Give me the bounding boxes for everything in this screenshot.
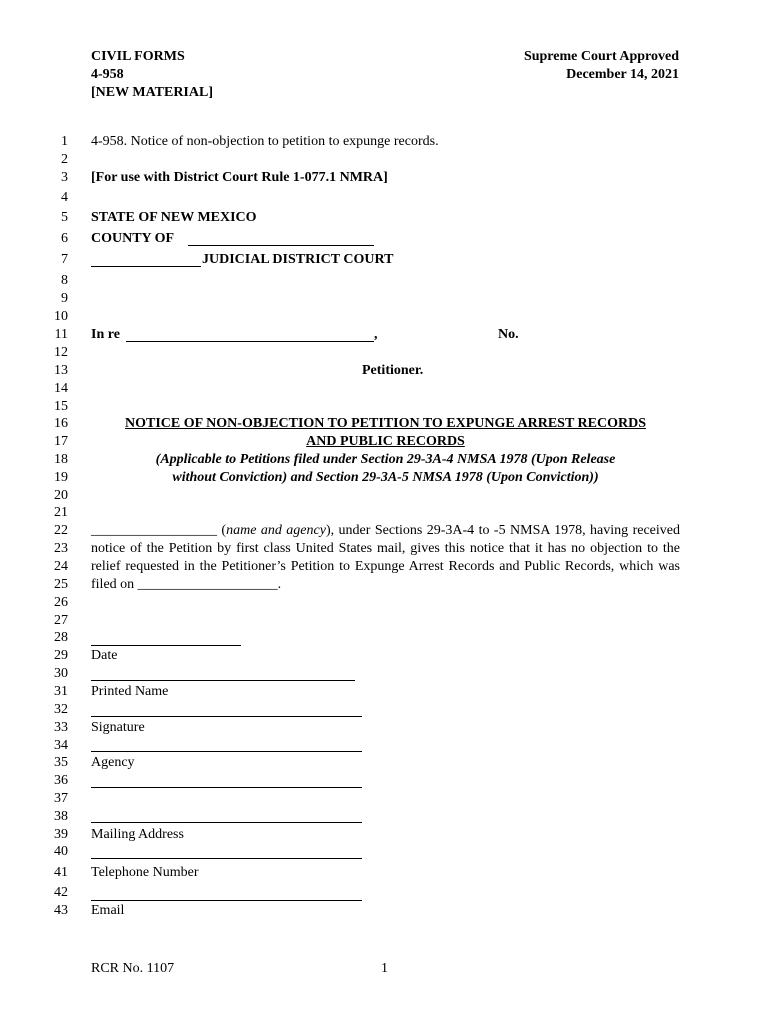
line-number: 2 xyxy=(61,152,68,167)
body-text: ), under Sections 29-3A-4 to -5 NMSA 1978, having received notice of the Petition by first class United States mail, gives this notice that it has no objection to the relief requested in the Petitioner’s Petition to Expunge Arrest Records and Public Records, which was filed on xyxy=(91,523,681,592)
line-number: 34 xyxy=(54,738,68,753)
date-label: Date xyxy=(91,648,118,663)
telephone-label: Telephone Number xyxy=(91,865,199,880)
header-form-number: 4-958 xyxy=(91,67,124,82)
header-civil-forms: CIVIL FORMS xyxy=(91,49,185,64)
line-number: 33 xyxy=(54,720,68,735)
filed-date-blank: ____________________ xyxy=(137,577,278,592)
header-left xyxy=(91,48,213,102)
line-number: 43 xyxy=(54,903,68,918)
in-re-comma: , xyxy=(374,327,378,342)
petitioner-label: Petitioner. xyxy=(362,363,424,378)
line-number: 42 xyxy=(54,885,68,900)
email-label: Email xyxy=(91,903,125,918)
line-number: 26 xyxy=(54,595,68,610)
email-line xyxy=(91,900,362,901)
line-number: 12 xyxy=(54,345,68,360)
line-number: 5 xyxy=(61,210,68,225)
line-number: 1 xyxy=(61,134,68,149)
header-approval: Supreme Court Approved xyxy=(523,49,679,64)
date-line xyxy=(91,645,241,646)
line-number: 11 xyxy=(54,327,68,342)
notice-title-line1: NOTICE OF NON-OBJECTION TO PETITION TO EXPUNGE ARREST RECORDS xyxy=(125,416,646,431)
agency-label: Agency xyxy=(91,755,135,770)
line-number: 16 xyxy=(54,416,68,431)
line-number: 39 xyxy=(54,827,68,842)
agency-line xyxy=(91,751,362,752)
line-number: 10 xyxy=(54,309,68,324)
notice-subtitle-line2: without Conviction) and Section 29-3A-5 NMSA 1978 (Upon Conviction)) xyxy=(172,470,599,485)
case-number-label: No. xyxy=(498,327,519,342)
printed-name-line xyxy=(91,680,355,681)
body-end: . xyxy=(277,577,282,592)
line-number: 4 xyxy=(61,190,68,205)
line-number: 25 xyxy=(54,577,68,592)
line-number: 29 xyxy=(54,648,68,663)
line-number: 8 xyxy=(61,273,68,288)
line-number: 38 xyxy=(54,809,68,824)
mailing-address-line-2 xyxy=(91,822,362,823)
line-number: 13 xyxy=(54,363,68,378)
footer-rcr-number: RCR No. 1107 xyxy=(91,961,175,976)
signature-label: Signature xyxy=(91,720,145,735)
printed-name-label: Printed Name xyxy=(91,684,169,699)
line-number: 35 xyxy=(54,755,68,770)
line-number: 28 xyxy=(54,630,68,645)
form-title-line: 4-958. Notice of non-objection to petition to expunge records. xyxy=(91,134,439,149)
line-number: 30 xyxy=(54,666,68,681)
line-number: 32 xyxy=(54,702,68,717)
state-name: STATE OF NEW MEXICO xyxy=(91,210,257,225)
line-number: 19 xyxy=(54,470,68,485)
use-note: [For use with District Court Rule 1-077.1 NMRA] xyxy=(91,170,388,185)
line-number: 3 xyxy=(61,170,68,185)
line-number: 40 xyxy=(54,844,68,859)
page-number: 1 xyxy=(381,961,388,976)
signature-line xyxy=(91,716,362,717)
line-number: 31 xyxy=(54,684,68,699)
line-number: 7 xyxy=(61,252,68,267)
line-number: 41 xyxy=(54,865,68,880)
district-court-label: JUDICIAL DISTRICT COURT xyxy=(202,252,394,267)
telephone-line xyxy=(91,858,362,859)
line-number: 27 xyxy=(54,613,68,628)
header-right xyxy=(524,48,679,84)
line-number: 20 xyxy=(54,488,68,503)
line-number: 23 xyxy=(54,541,68,556)
notice-subtitle-line1: (Applicable to Petitions filed under Section 29-3A-4 NMSA 1978 (Upon Release xyxy=(155,452,616,467)
line-number: 22 xyxy=(54,523,68,538)
county-label: COUNTY OF xyxy=(91,231,175,246)
notice-body: __________________ (name and agency), under Sections 29-3A-4 to -5 NMSA 1978, having received notice of the Petition by first class United States mail, gives this notice that it has no objection to the relief requested in the Petitioner’s Petition to Expunge Arrest Records and Public Records, which was filed on ____________________. xyxy=(91,523,681,592)
line-number: 18 xyxy=(54,452,68,467)
in-re-blank xyxy=(126,341,374,342)
mailing-address-label: Mailing Address xyxy=(91,827,184,842)
line-number: 9 xyxy=(61,291,68,306)
line-number: 21 xyxy=(54,505,68,520)
line-number: 36 xyxy=(54,773,68,788)
header-new-material: [NEW MATERIAL] xyxy=(91,85,213,100)
line-number: 24 xyxy=(54,559,68,574)
line-number: 37 xyxy=(54,791,68,806)
header-approval-date: December 14, 2021 xyxy=(566,67,679,82)
name-agency-hint: name and agency xyxy=(226,523,326,538)
line-number: 6 xyxy=(61,231,68,246)
name-agency-blank: __________________ xyxy=(91,523,217,538)
district-blank xyxy=(91,266,201,267)
county-blank xyxy=(188,245,374,246)
notice-title-line2: AND PUBLIC RECORDS xyxy=(306,434,465,449)
in-re-label: In re xyxy=(91,327,120,342)
line-number: 15 xyxy=(54,399,68,414)
mailing-address-line-1 xyxy=(91,787,362,788)
line-number: 17 xyxy=(54,434,68,449)
line-number: 14 xyxy=(54,381,68,396)
